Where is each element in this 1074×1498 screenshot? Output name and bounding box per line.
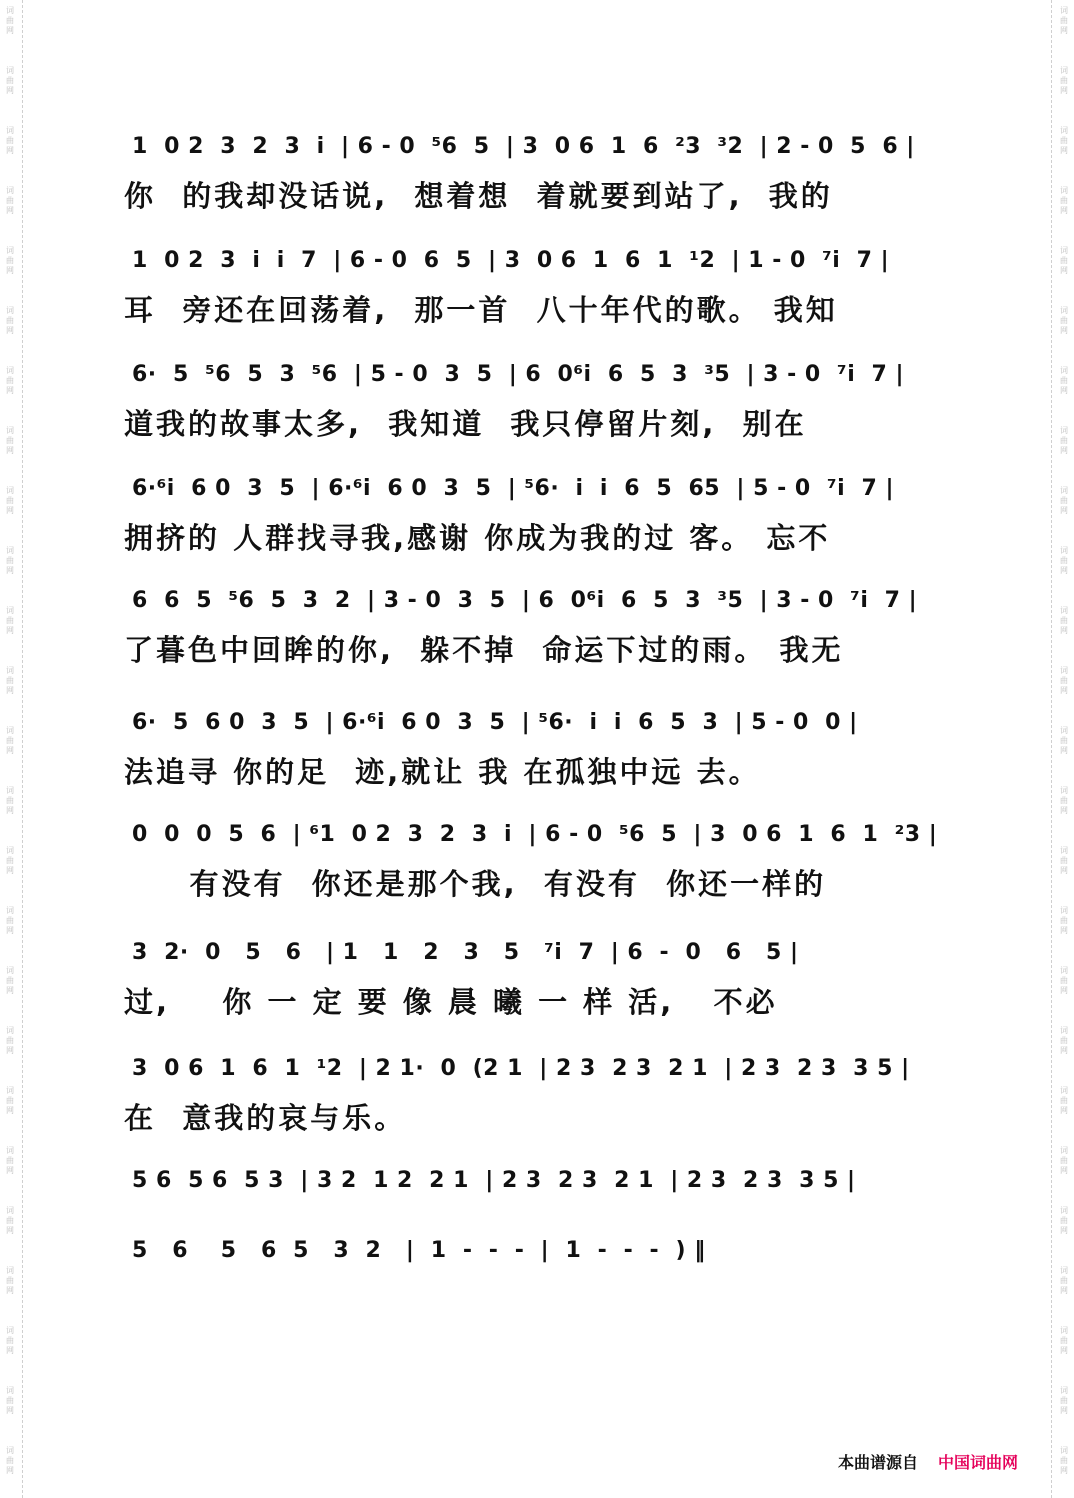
watermark-glyph: 曲: [6, 1156, 14, 1165]
watermark-glyph: 网: [1060, 1106, 1068, 1115]
watermark-glyph: 网: [1060, 806, 1068, 815]
watermark-glyph: 曲: [1060, 676, 1068, 685]
watermark-glyph: 网: [1060, 1046, 1068, 1055]
watermark-glyph: 词: [6, 1206, 14, 1215]
watermark-glyph: 曲: [1060, 436, 1068, 445]
watermark-glyph: 词: [6, 66, 14, 75]
watermark-glyph: 曲: [6, 1396, 14, 1405]
watermark-glyph: 词: [1060, 126, 1068, 135]
lyrics-line: 了暮色中回眸的你, 躲不掉 命运下过的雨。 我无: [124, 633, 844, 667]
watermark-glyph: 词: [6, 1386, 14, 1395]
watermark-glyph: 词: [6, 906, 14, 915]
watermark-glyph: 词: [6, 426, 14, 435]
watermark-glyph: 网: [6, 1226, 14, 1235]
site-name[interactable]: 中国词曲网: [938, 1453, 1019, 1472]
watermark-glyph: 曲: [1060, 736, 1068, 745]
notes-text: 1 0 2 3 i i 7 | 6 - 0 6 5 | 3 0 6 1 6 1 ¹2 | 1 - 0 ⁷i 7 |: [132, 248, 890, 273]
watermark-glyph: 网: [1060, 266, 1068, 275]
watermark-glyph: 词: [1060, 906, 1068, 915]
watermark-glyph: 词: [6, 306, 14, 315]
watermark-glyph: 曲: [1060, 196, 1068, 205]
watermark-glyph: 曲: [6, 556, 14, 565]
watermark-glyph: 曲: [1060, 796, 1068, 805]
watermark-glyph: 曲: [1060, 1336, 1068, 1345]
watermark-glyph: 网: [6, 1346, 14, 1355]
watermark-glyph: 网: [6, 506, 14, 515]
watermark-glyph: 词: [1060, 1386, 1068, 1395]
notes-line: [120, 242, 956, 282]
watermark-glyph: 曲: [6, 1036, 14, 1045]
notes-line: [120, 1232, 956, 1272]
watermark-glyph: 词: [6, 186, 14, 195]
watermark-glyph: 词: [1060, 186, 1068, 195]
watermark-glyph: 曲: [1060, 1036, 1068, 1045]
watermark-glyph: 曲: [1060, 76, 1068, 85]
watermark-glyph: 曲: [1060, 976, 1068, 985]
watermark-glyph: 词: [6, 966, 14, 975]
watermark-glyph: 曲: [6, 136, 14, 145]
watermark-glyph: 曲: [6, 796, 14, 805]
watermark-glyph: 网: [6, 86, 14, 95]
notes-line: [120, 1162, 956, 1202]
watermark-glyph: 网: [6, 386, 14, 395]
lyrics-line: 有没有 你还是那个我, 有没有 你还一样的: [124, 867, 827, 901]
notes-line: [120, 470, 956, 510]
watermark-glyph: 曲: [1060, 1156, 1068, 1165]
watermark-glyph: 网: [6, 1106, 14, 1115]
watermark-glyph: 曲: [1060, 376, 1068, 385]
watermark-glyph: 网: [6, 626, 14, 635]
notes-text: 3 0 6 1 6 1 ¹2 | 2 1· 0 (2 1 | 2 3 2 3 2 1 | 2 3 2 3 3 5 |: [132, 1056, 910, 1081]
watermark-glyph: 曲: [1060, 136, 1068, 145]
watermark-glyph: 网: [1060, 1226, 1068, 1235]
watermark-glyph: 网: [6, 746, 14, 755]
lyrics-line: 法追寻 你的足 迹,就让 我 在孤独中远 去。: [124, 755, 761, 789]
watermark-glyph: 曲: [6, 436, 14, 445]
watermark-glyph: 网: [6, 146, 14, 155]
watermark-glyph: 网: [1060, 926, 1068, 935]
watermark-glyph: 网: [1060, 1286, 1068, 1295]
notes-line: [120, 582, 956, 622]
watermark-glyph: 曲: [1060, 316, 1068, 325]
footer-credit: [838, 1450, 1018, 1473]
watermark-glyph: 词: [6, 606, 14, 615]
watermark-glyph: 词: [1060, 1446, 1068, 1455]
notes-text: 6· 5 6 0 3 5 | 6·⁶i 6 0 3 5 | ⁵6· i i 6 5 3 | 5 - 0 0 |: [132, 710, 858, 735]
watermark-glyph: 网: [1060, 1346, 1068, 1355]
watermark-glyph: 网: [1060, 1166, 1068, 1175]
notes-text: 5 6 5 6 5 3 | 3 2 1 2 2 1 | 2 3 2 3 2 1 | 2 3 2 3 3 5 |: [132, 1168, 856, 1193]
notes-line: [120, 704, 956, 744]
watermark-glyph: 曲: [1060, 496, 1068, 505]
notes-line: [120, 816, 956, 856]
watermark-glyph: 词: [1060, 1266, 1068, 1275]
watermark-glyph: 网: [6, 446, 14, 455]
watermark-glyph: 网: [1060, 506, 1068, 515]
source-label: 本曲谱源自: [838, 1453, 919, 1472]
watermark-glyph: 曲: [1060, 1216, 1068, 1225]
watermark-glyph: 网: [6, 326, 14, 335]
watermark-glyph: 词: [1060, 546, 1068, 555]
watermark-glyph: 网: [1060, 206, 1068, 215]
watermark-glyph: 曲: [1060, 256, 1068, 265]
watermark-glyph: 词: [6, 846, 14, 855]
lyrics-line: 拥挤的 人群找寻我,感谢 你成为我的过 客。 忘不: [124, 521, 831, 555]
watermark-glyph: 词: [6, 486, 14, 495]
lyrics-line: 在 意我的哀与乐。: [124, 1101, 407, 1135]
watermark-glyph: 词: [1060, 366, 1068, 375]
watermark-glyph: 网: [6, 566, 14, 575]
notes-text: 3 2· 0 5 6 | 1 1 2 3 5 ⁷i 7 | 6 - 0 6 5 |: [132, 940, 799, 965]
watermark-glyph: 词: [6, 366, 14, 375]
notes-text: 5 6 5 6 5 3 2 | 1 - - - | 1 - - - ) ‖: [132, 1238, 706, 1263]
watermark-glyph: 网: [6, 266, 14, 275]
watermark-glyph: 网: [6, 206, 14, 215]
watermark-glyph: 词: [1060, 486, 1068, 495]
watermark-glyph: 曲: [1060, 856, 1068, 865]
watermark-glyph: 网: [6, 1046, 14, 1055]
watermark-glyph: 词: [6, 1326, 14, 1335]
watermark-glyph: 曲: [6, 1456, 14, 1465]
watermark-glyph: 网: [1060, 866, 1068, 875]
watermark-glyph: 词: [1060, 306, 1068, 315]
watermark-glyph: 曲: [6, 1096, 14, 1105]
watermark-glyph: 网: [1060, 146, 1068, 155]
watermark-glyph: 网: [6, 1286, 14, 1295]
watermark-glyph: 网: [1060, 26, 1068, 35]
watermark-glyph: 网: [1060, 986, 1068, 995]
notes-line: [120, 128, 956, 168]
watermark-glyph: 曲: [6, 856, 14, 865]
watermark-glyph: 网: [1060, 446, 1068, 455]
lyrics-line: 过, 你 一 定 要 像 晨 曦 一 样 活, 不必: [124, 985, 778, 1019]
watermark-glyph: 网: [6, 986, 14, 995]
watermark-glyph: 曲: [1060, 556, 1068, 565]
watermark-glyph: 网: [6, 686, 14, 695]
watermark-glyph: 词: [1060, 1146, 1068, 1155]
watermark-glyph: 网: [1060, 566, 1068, 575]
watermark-glyph: 网: [1060, 1406, 1068, 1415]
watermark-glyph: 网: [6, 26, 14, 35]
watermark-glyph: 曲: [6, 76, 14, 85]
notes-text: 6 6 5 ⁵6 5 3 2 | 3 - 0 3 5 | 6 0⁶i 6 5 3 ³5 | 3 - 0 ⁷i 7 |: [132, 588, 918, 613]
watermark-glyph: 词: [1060, 1086, 1068, 1095]
watermark-glyph: 曲: [6, 496, 14, 505]
notes-line: [120, 934, 956, 974]
lyrics-line: 耳 旁还在回荡着, 那一首 八十年代的歌。 我知: [124, 293, 838, 327]
notes-text: 0 0 0 5 6 | ⁶1 0 2 3 2 3 i | 6 - 0 ⁵6 5 | 3 0 6 1 6 1 ²3 |: [132, 822, 938, 847]
watermark-glyph: 曲: [6, 1336, 14, 1345]
watermark-glyph: 词: [1060, 66, 1068, 75]
watermark-glyph: 网: [1060, 386, 1068, 395]
watermark-glyph: 词: [6, 1446, 14, 1455]
watermark-glyph: 曲: [1060, 616, 1068, 625]
watermark-glyph: 词: [1060, 246, 1068, 255]
watermark-glyph: 词: [6, 1026, 14, 1035]
watermark-glyph: 曲: [6, 736, 14, 745]
watermark-glyph: 词: [1060, 1206, 1068, 1215]
watermark-glyph: 曲: [6, 316, 14, 325]
watermark-glyph: 词: [6, 666, 14, 675]
watermark-glyph: 网: [1060, 326, 1068, 335]
watermark-glyph: 词: [1060, 966, 1068, 975]
watermark-glyph: 曲: [6, 16, 14, 25]
watermark-glyph: 网: [6, 926, 14, 935]
watermark-glyph: 词: [6, 1086, 14, 1095]
watermark-glyph: 网: [6, 866, 14, 875]
watermark-glyph: 词: [6, 726, 14, 735]
watermark-glyph: 词: [1060, 786, 1068, 795]
watermark-glyph: 网: [6, 1166, 14, 1175]
watermark-glyph: 词: [6, 546, 14, 555]
lyrics-line: 你 的我却没话说, 想着想 着就要到站了, 我的: [124, 179, 833, 213]
watermark-glyph: 曲: [6, 256, 14, 265]
watermark-glyph: 曲: [6, 616, 14, 625]
watermark-glyph: 曲: [6, 376, 14, 385]
lyrics-line: 道我的故事太多, 我知道 我只停留片刻, 别在: [124, 407, 807, 441]
notes-text: 6·⁶i 6 0 3 5 | 6·⁶i 6 0 3 5 | ⁵6· i i 6 5 65 | 5 - 0 ⁷i 7 |: [132, 476, 894, 501]
watermark-glyph: 曲: [1060, 1396, 1068, 1405]
watermark-glyph: 词: [6, 1146, 14, 1155]
watermark-glyph: 网: [1060, 686, 1068, 695]
notes-text: 1 0 2 3 2 3 i | 6 - 0 ⁵6 5 | 3 0 6 1 6 ²3 ³2 | 2 - 0 5 6 |: [132, 134, 915, 159]
watermark-glyph: 词: [6, 126, 14, 135]
watermark-glyph: 网: [1060, 746, 1068, 755]
watermark-glyph: 词: [1060, 606, 1068, 615]
watermark-glyph: 曲: [6, 1276, 14, 1285]
watermark-glyph: 曲: [6, 676, 14, 685]
watermark-glyph: 曲: [1060, 916, 1068, 925]
watermark-glyph: 曲: [6, 916, 14, 925]
watermark-glyph: 词: [1060, 1026, 1068, 1035]
notes-line: [120, 356, 956, 396]
watermark-glyph: 曲: [1060, 1276, 1068, 1285]
watermark-glyph: 词: [6, 246, 14, 255]
watermark-glyph: 词: [6, 6, 14, 15]
watermark-glyph: 网: [6, 1406, 14, 1415]
watermark-glyph: 网: [1060, 1466, 1068, 1475]
watermark-glyph: 曲: [6, 196, 14, 205]
watermark-glyph: 曲: [6, 976, 14, 985]
watermark-glyph: 曲: [1060, 1096, 1068, 1105]
watermark-glyph: 词: [1060, 846, 1068, 855]
watermark-glyph: 词: [6, 786, 14, 795]
watermark-glyph: 曲: [6, 1216, 14, 1225]
watermark-glyph: 词: [1060, 666, 1068, 675]
notes-text: 6· 5 ⁵6 5 3 ⁵6 | 5 - 0 3 5 | 6 0⁶i 6 5 3 ³5 | 3 - 0 ⁷i 7 |: [132, 362, 905, 387]
watermark-glyph: 曲: [1060, 1456, 1068, 1465]
notes-line: [120, 1050, 956, 1090]
watermark-glyph: 词: [1060, 6, 1068, 15]
watermark-glyph: 网: [6, 806, 14, 815]
watermark-glyph: 网: [1060, 86, 1068, 95]
watermark-glyph: 词: [1060, 1326, 1068, 1335]
watermark-glyph: 词: [1060, 426, 1068, 435]
watermark-glyph: 网: [6, 1466, 14, 1475]
watermark-glyph: 词: [1060, 726, 1068, 735]
watermark-glyph: 词: [6, 1266, 14, 1275]
watermark-glyph: 曲: [1060, 16, 1068, 25]
watermark-glyph: 网: [1060, 626, 1068, 635]
